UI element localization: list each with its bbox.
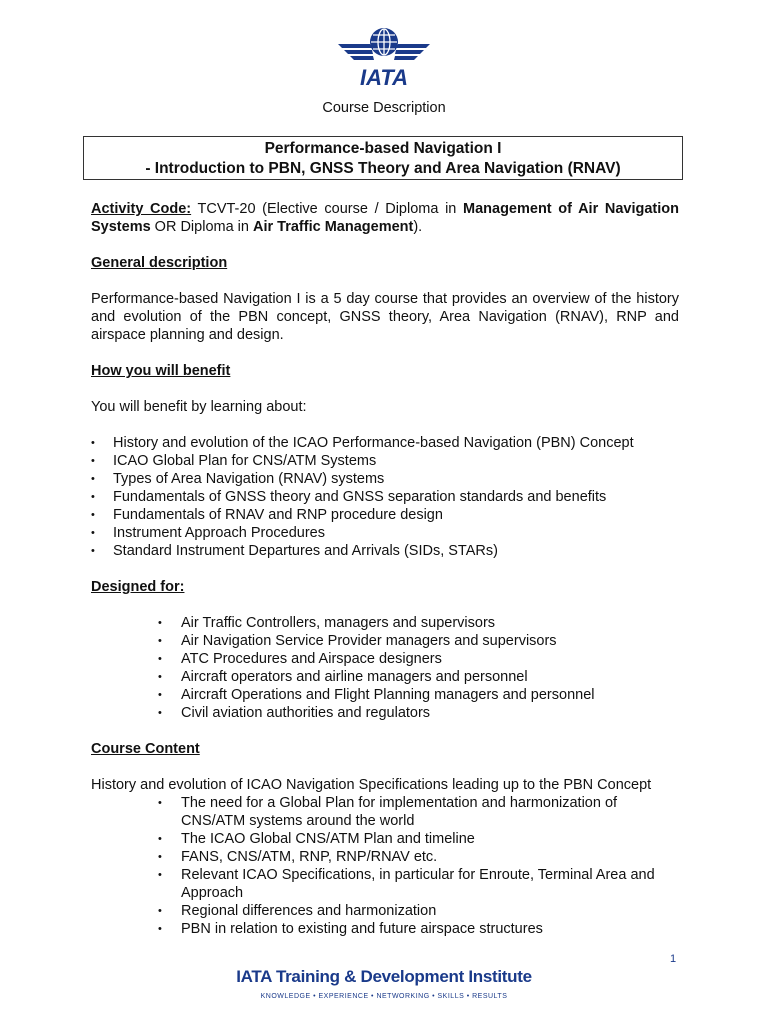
- general-description-text: Performance-based Navigation I is a 5 day course that provides an overview of the history and evolution of the PBN concept, GNSS theory, Area Navigation (RNAV), RNP and airspace planning and design.: [91, 291, 679, 343]
- general-description-heading: General description: [91, 255, 228, 271]
- list-item: • Civil aviation authorities and regulators: [91, 704, 679, 722]
- list-item: • Types of Area Navigation (RNAV) systems: [91, 470, 679, 488]
- diploma-2: Air Traffic Management: [253, 219, 414, 235]
- list-item: • Instrument Approach Procedures: [91, 524, 679, 542]
- benefit-list: [91, 434, 679, 560]
- footer-tagline: KNOWLEDGE • EXPERIENCE • NETWORKING • SKILLS • RESULTS: [260, 993, 508, 1000]
- activity-code-text: TCVT-20 (Elective course / Diploma in: [191, 201, 463, 217]
- list-item: • Air Traffic Controllers, managers and supervisors: [91, 614, 679, 632]
- list-item: • FANS, CNS/ATM, RNP, RNP/RNAV etc.: [91, 848, 679, 866]
- iata-logo: [336, 24, 432, 90]
- list-item: • ATC Procedures and Airspace designers: [91, 650, 679, 668]
- course-title-line2: - Introduction to PBN, GNSS Theory and Area Navigation (RNAV): [145, 160, 621, 177]
- list-item: • Relevant ICAO Specifications, in particular for Enroute, Terminal Area and Approach: [91, 866, 679, 902]
- list-item: • Aircraft operators and airline managers and personnel: [91, 668, 679, 686]
- list-item: • The need for a Global Plan for implementation and harmonization of CNS/ATM systems around the world: [91, 794, 679, 830]
- iata-globe-wings-icon: [336, 24, 432, 90]
- benefit-heading: How you will benefit: [91, 363, 231, 379]
- course-title-box: [83, 136, 683, 180]
- activity-end: ).: [413, 219, 423, 235]
- document-subtitle: Course Description: [322, 100, 446, 116]
- list-item: • The ICAO Global CNS/ATM Plan and timeline: [91, 830, 679, 848]
- footer-institute-name: IATA Training & Development Institute: [236, 967, 532, 986]
- document-body: [91, 200, 679, 956]
- course-content-intro: History and evolution of ICAO Navigation Specifications leading up to the PBN Concept: [91, 777, 652, 793]
- list-item: • History and evolution of the ICAO Performance-based Navigation (PBN) Concept: [91, 434, 679, 452]
- course-content-list: [91, 794, 679, 938]
- list-item: • Aircraft Operations and Flight Planning managers and personnel: [91, 686, 679, 704]
- designed-for-heading: Designed for:: [91, 579, 185, 595]
- list-item: • Standard Instrument Departures and Arrivals (SIDs, STARs): [91, 542, 679, 560]
- activity-code-label: Activity Code:: [91, 201, 192, 217]
- course-title-line1: Performance-based Navigation I: [264, 140, 502, 157]
- list-item: • Air Navigation Service Provider managers and supervisors: [91, 632, 679, 650]
- activity-code-paragraph: [91, 200, 679, 236]
- list-item: • Regional differences and harmonization: [91, 902, 679, 920]
- benefit-intro: You will benefit by learning about:: [91, 399, 307, 415]
- list-item: • Fundamentals of RNAV and RNP procedure design: [91, 506, 679, 524]
- activity-or-text: OR Diploma in: [150, 219, 253, 235]
- list-item: • ICAO Global Plan for CNS/ATM Systems: [91, 452, 679, 470]
- designed-for-list: [91, 614, 679, 722]
- list-item: • PBN in relation to existing and future airspace structures: [91, 920, 679, 938]
- list-item: • Fundamentals of GNSS theory and GNSS separation standards and benefits: [91, 488, 679, 506]
- page-number: 1: [670, 953, 677, 965]
- diploma-1: Management of Air Navigation Systems: [91, 201, 679, 235]
- course-content-heading: Course Content: [91, 741, 200, 757]
- logo-text: IATA: [359, 65, 409, 90]
